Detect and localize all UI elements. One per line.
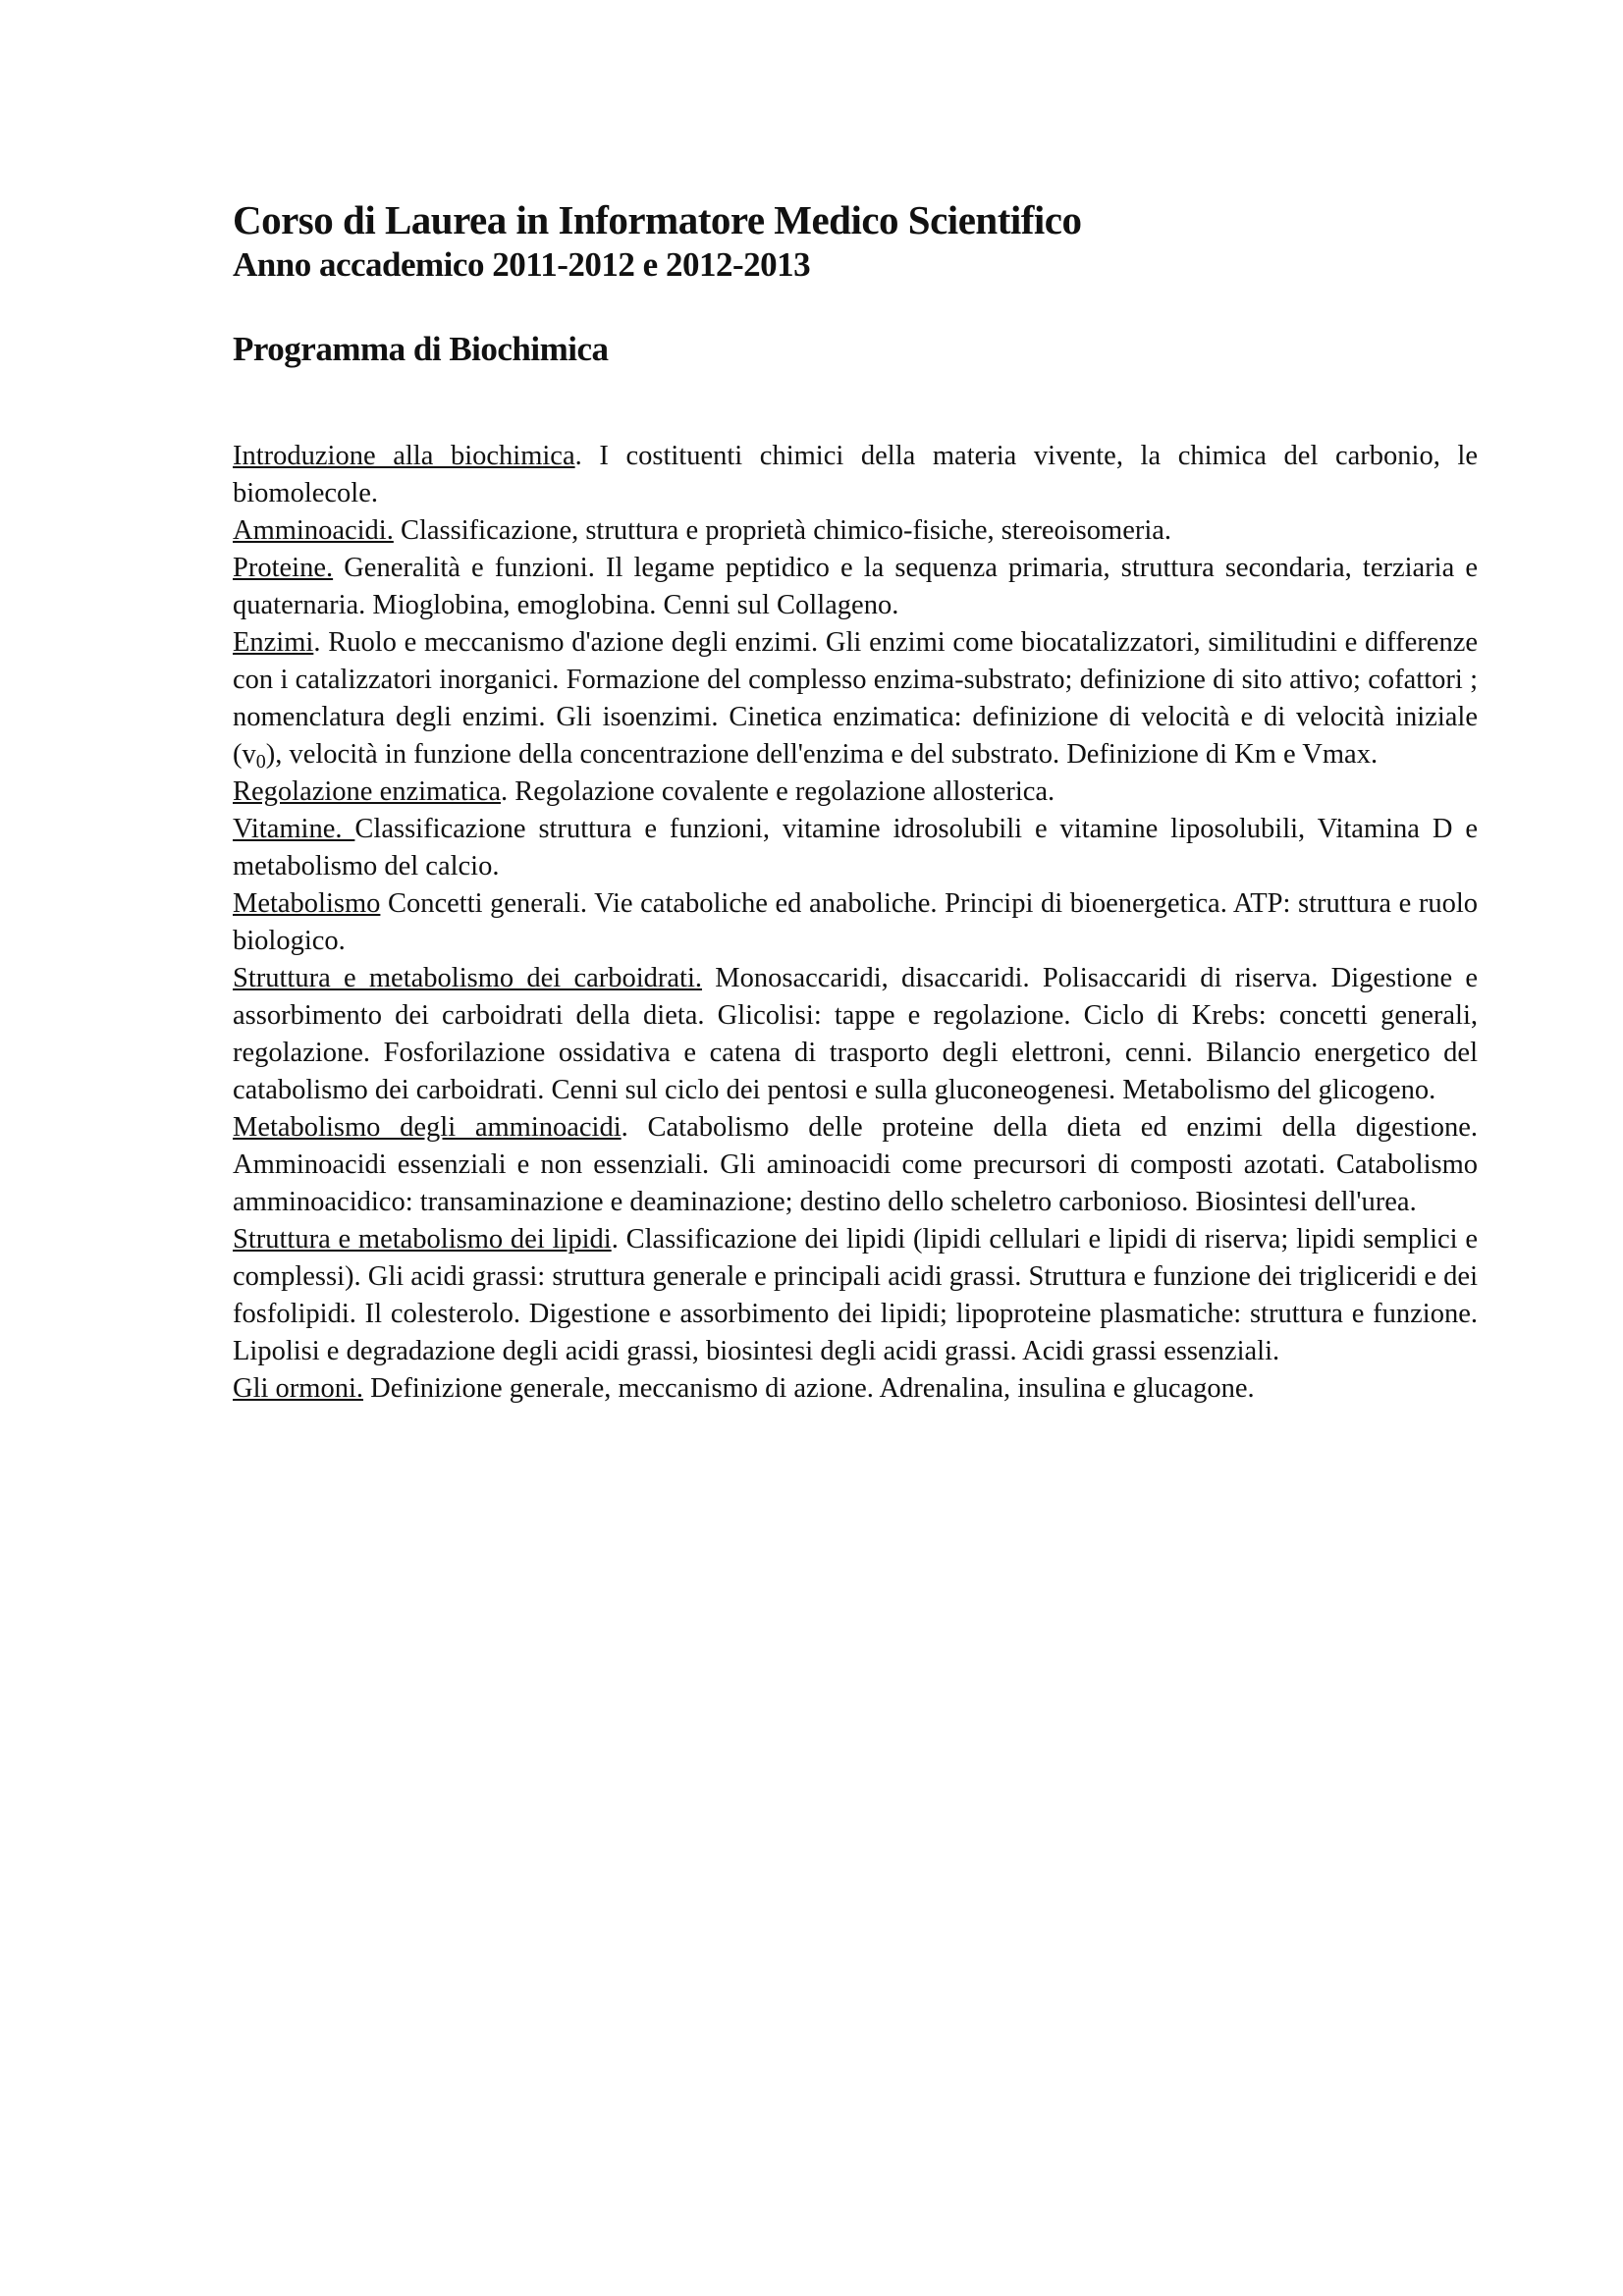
syllabus-section bbox=[233, 624, 1478, 774]
section-text: . Catabolismo delle proteine della dieta ed enzimi della digestione. Amminoacidi essenziali e non essenziali. Gli aminoacidi come precursori di composti azotati. Catabolismo amminoacidico: transaminazione e deaminazione; destino dello scheletro carbonioso. Biosintesi dell'urea. bbox=[233, 1112, 1479, 1217]
section-heading: Struttura e metabolismo dei carboidrati. bbox=[233, 963, 703, 993]
subscript: 0 bbox=[255, 751, 266, 773]
syllabus-section bbox=[233, 811, 1478, 885]
section-text: . Regolazione covalente e regolazione allosterica. bbox=[501, 776, 1055, 807]
syllabus-section bbox=[233, 960, 1478, 1109]
section-text: Concetti generali. Vie cataboliche ed anaboliche. Principi di bioenergetica. ATP: struttura e ruolo biologico. bbox=[233, 888, 1478, 956]
section-text: Classificazione struttura e funzioni, vitamine idrosolubili e vitamine liposolubili, Vitamina D e metabolismo del calcio. bbox=[233, 814, 1479, 881]
section-heading: Proteine. bbox=[233, 553, 334, 583]
syllabus-body bbox=[233, 438, 1478, 1408]
academic-year: Anno accademico 2011-2012 e 2012-2013 bbox=[233, 245, 811, 284]
syllabus-section bbox=[233, 774, 1478, 811]
syllabus-section bbox=[233, 512, 1478, 550]
section-text: Monosaccaridi, disaccaridi. Polisaccaridi di riserva. Digestione e assorbimento dei carboidrati della dieta. Glicolisi: tappe e regolazione. Ciclo di Krebs: concetti generali, regolazione. Fosforilazione ossidativa e catena di trasporto degli elettroni, cenni. Bilancio energetico del catabolismo dei carboidrati. Cenni sul ciclo dei pentosi e sulla gluconeogenesi. Metabolismo del glicogeno. bbox=[233, 963, 1478, 1105]
section-text: . I costituenti chimici della materia vivente, la chimica del carbonio, le biomolecole. bbox=[233, 441, 1479, 508]
syllabus-section bbox=[233, 885, 1478, 960]
syllabus-section bbox=[233, 1221, 1478, 1370]
section-heading: Enzimi bbox=[233, 627, 314, 658]
section-heading: Metabolismo bbox=[233, 888, 381, 919]
course-title: Corso di Laurea in Informatore Medico Scientifico bbox=[233, 197, 1082, 242]
syllabus-section bbox=[233, 438, 1478, 512]
section-heading: Regolazione enzimatica bbox=[233, 776, 501, 807]
section-heading: Amminoacidi. bbox=[233, 515, 394, 546]
section-text: . Ruolo e meccanismo d'azione degli enzimi. Gli enzimi come biocatalizzatori, similitudini e differenze con i catalizzatori inorganici. Formazione del complesso enzima-substrato; definizione di sito attivo; cofattori ; nomenclatura degli enzimi. Gli isoenzimi. Cinetica enzimatica: definizione di velocità e di velocità iniziale (v bbox=[233, 627, 1478, 770]
syllabus-section bbox=[233, 1109, 1478, 1221]
section-text: Classificazione, struttura e proprietà chimico-fisiche, stereoisomeria. bbox=[393, 515, 1172, 546]
section-heading: Vitamine. bbox=[233, 814, 355, 844]
section-heading: Metabolismo degli amminoacidi bbox=[233, 1112, 622, 1143]
section-text: . Classificazione dei lipidi (lipidi cellulari e lipidi di riserva; lipidi semplici e complessi). Gli acidi grassi: struttura generale e principali acidi grassi. Struttura e funzione dei trigliceridi e dei fosfolipidi. Il colesterolo. Digestione e assorbimento dei lipidi; lipoproteine plasmatiche: struttura e funzione. Lipolisi e degradazione degli acidi grassi, biosintesi degli acidi grassi. Acidi grassi essenziali. bbox=[233, 1224, 1478, 1366]
section-text: Definizione generale, meccanismo di azione. Adrenalina, insulina e glucagone. bbox=[363, 1373, 1255, 1404]
syllabus-section bbox=[233, 1370, 1478, 1408]
syllabus-section bbox=[233, 550, 1478, 624]
program-title: Programma di Biochimica bbox=[233, 330, 609, 368]
section-heading: Introduzione alla biochimica bbox=[233, 441, 575, 471]
section-heading: Gli ormoni. bbox=[233, 1373, 363, 1404]
document-page bbox=[233, 196, 1478, 1408]
section-text: ), velocità in funzione della concentrazione dell'enzima e del substrato. Definizione di Km e Vmax. bbox=[265, 739, 1379, 770]
section-text: Generalità e funzioni. Il legame peptidico e la sequenza primaria, struttura secondaria, terziaria e quaternaria. Mioglobina, emoglobina. Cenni sul Collageno. bbox=[233, 553, 1478, 620]
section-heading: Struttura e metabolismo dei lipidi bbox=[233, 1224, 612, 1255]
